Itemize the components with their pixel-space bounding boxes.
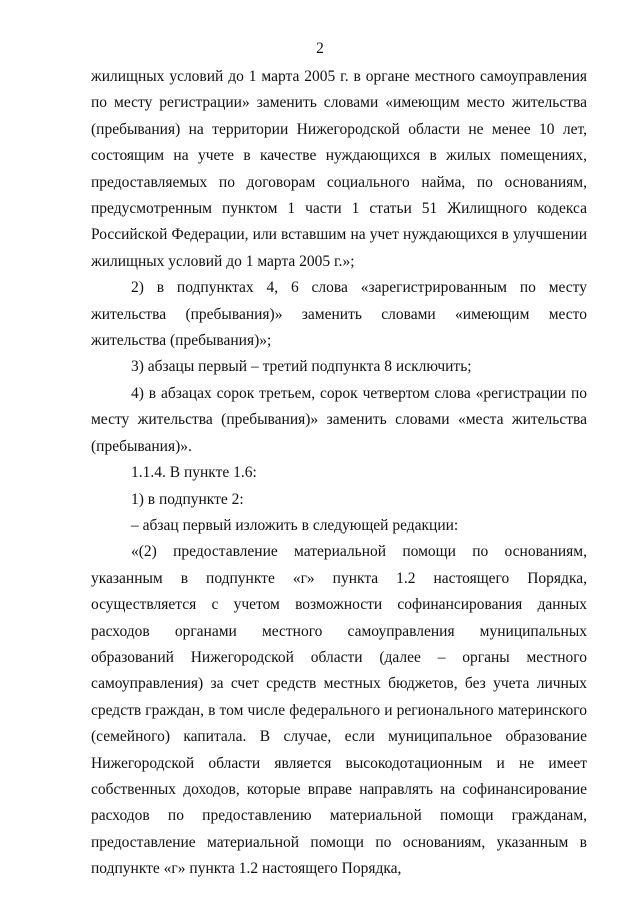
paragraph-dash-item: – абзац первый изложить в следующей редакции: [131,516,459,534]
paragraph-item-3: 3) абзацы первый – третий подпункта 8 исключить; [131,358,472,376]
paragraph-quoted-text: «(2) предоставление материальной помощи по основаниям, указанным в подпункте «г» пункта 1.2 настоящего Порядка, осуществляется с учетом возможности софинансирования данных расходов органами местного самоуправления муниципальных образований Нижегородской области (далее – органы местного самоуправления) за счет средств местных бюджетов, без учета личных средств граждан, в том числе федерального и регионального материнского (семейного) капитала. В случае, если муниципальное образование Нижегородской области является высокодотационным и не имеет собственных доходов, которые вправе направлять на софинансирование расходов по предоставлению материальной помощи гражданам, предоставление материальной помощи по основаниям, указанным в подпункте «г» пункта 1.2 настоящего Порядка, [91,543,587,878]
paragraph-continuation: жилищных условий до 1 марта 2005 г. в органе местного самоуправления по месту регистрации» заменить словами «имеющим место жительства (пребывания) на территории Нижегородской области не менее 10 лет, состоящим на учете в качестве нуждающихся в жилых помещениях, предоставляемых по договорам социального найма, по основаниям, предусмотренным пунктом 1 части 1 статьи 51 Жилищного кодекса Российской Федерации, или вставшим на учет нуждающихся в улучшении жилищных условий до 1 марта 2005 г.»; [91,68,587,270]
paragraph-item-4: 4) в абзацах сорок третьем, сорок четвертом слова «регистрации по месту жительства (пребывания)» заменить словами «места жительства (пребывания)». [91,384,587,455]
paragraph-item-2: 2) в подпунктах 4, 6 слова «зарегистрированным по месту жительства (пребывания)» заменить словами «имеющим место жительства (пребывания)»; [91,279,587,350]
document-body [91,64,587,883]
paragraph-subitem-1: 1) в подпункте 2: [131,490,244,508]
section-heading-1-1-4: 1.1.4. В пункте 1.6: [131,464,257,482]
page-number: 2 [316,40,324,57]
